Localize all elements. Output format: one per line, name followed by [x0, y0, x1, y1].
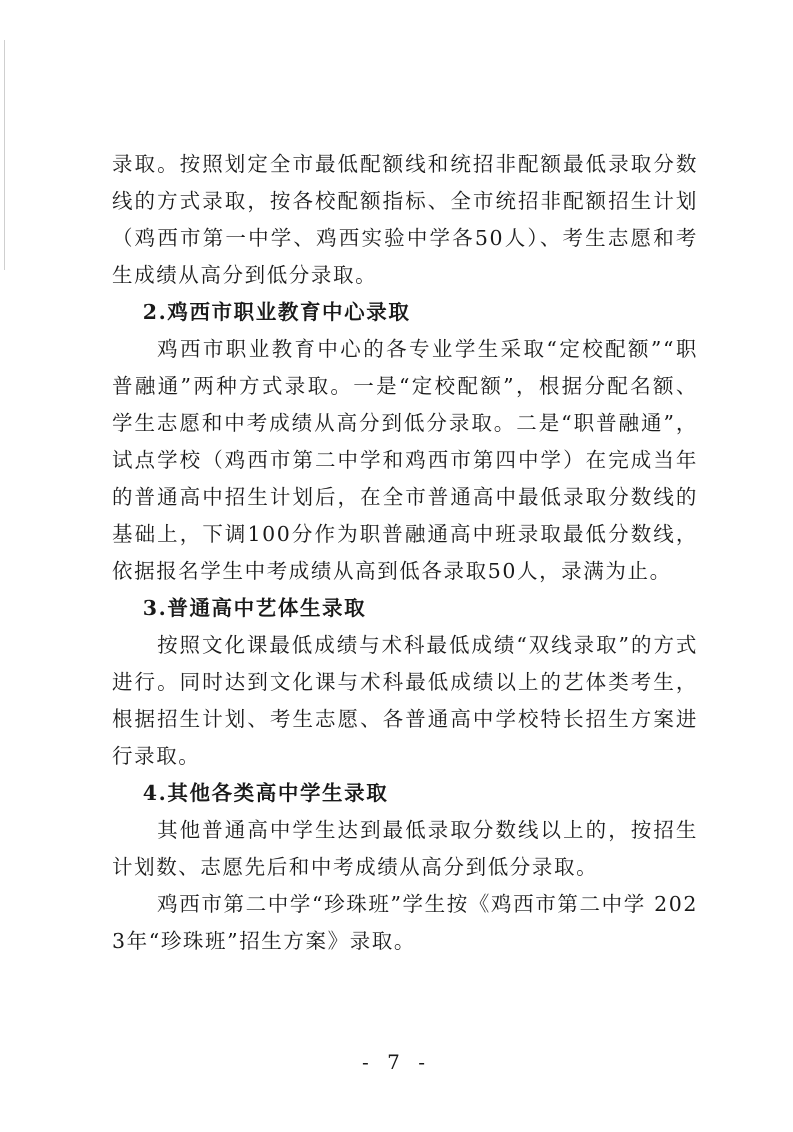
- heading-other-schools: 4.其他各类高中学生录取: [142, 781, 389, 805]
- paragraph-vocational-center: 鸡西市职业教育中心的各专业学生采取“定校配额”“职普融通”两种方式录取。一是“定校配额”，根据分配名额、学生志愿和中考成绩从高分到低分录取。二是“职普融通”，试点学校（鸡西市第二中学和鸡西市第四中学）在完成当年的普通高中招生计划后，在全市普通高中最低录取分数线的基础上，下调100分作为职普融通高中班录取最低分数线，依据报名学生中考成绩从高到低各录取50人，录满为止。: [112, 337, 698, 583]
- paragraph-pearl-class: 鸡西市第二中学“珍珠班”学生按《鸡西市第二中学 2023年“珍珠班”招生方案》录取。: [112, 892, 698, 953]
- paragraph-admission-method: 录取。按照划定全市最低配额线和统招非配额最低录取分数线的方式录取，按各校配额指标、全市统招非配额招生计划（鸡西市第一中学、鸡西实验中学各50人）、考生志愿和考生成绩从高分到低分录取。: [112, 152, 698, 287]
- heading-vocational-center: 2.鸡西市职业教育中心录取: [142, 300, 411, 324]
- page-number: - 7 -: [362, 1050, 431, 1074]
- paragraph-art-sports: 按照文化课最低成绩与术科最低成绩“双线录取”的方式进行。同时达到文化课与术科最低成绩以上的艺体类考生，根据招生计划、考生志愿、各普通高中学校特长招生方案进行录取。: [112, 633, 698, 768]
- heading-art-sports: 3.普通高中艺体生录取: [142, 596, 367, 620]
- scan-edge-line: [4, 40, 5, 270]
- document-body: [112, 146, 698, 960]
- paragraph-other-schools: 其他普通高中学生达到最低录取分数线以上的，按招生计划数、志愿先后和中考成绩从高分到低分录取。: [112, 818, 698, 879]
